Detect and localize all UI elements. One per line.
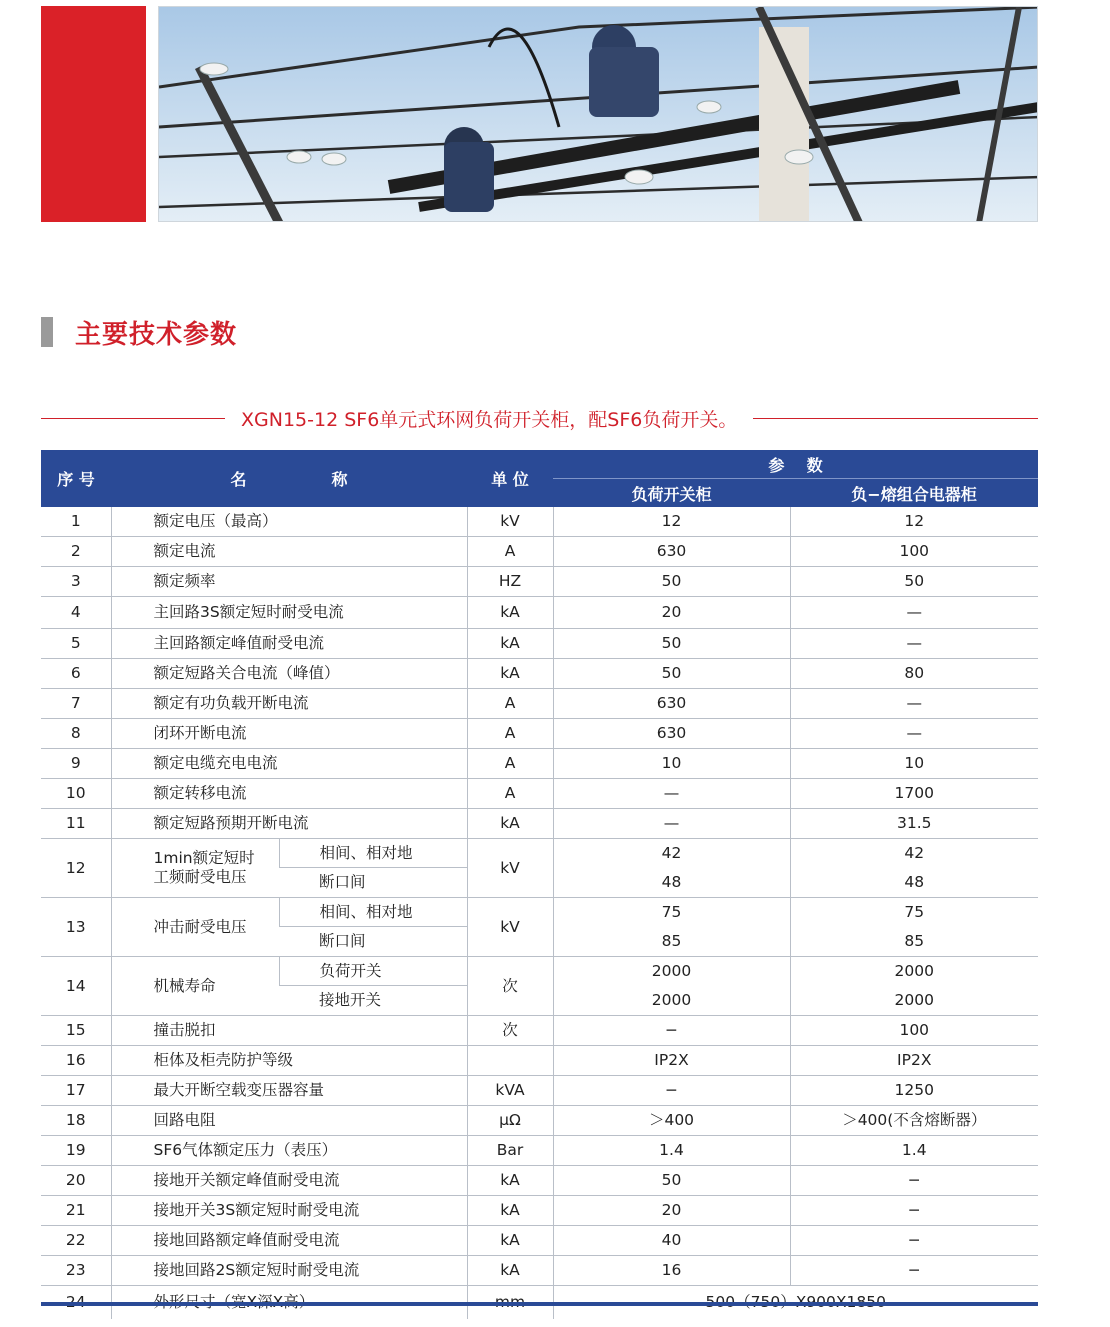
row-value-load-switch: 16	[553, 1256, 790, 1286]
row-value-load-switch: 40	[553, 1226, 790, 1256]
row-value-load-switch: 630	[553, 719, 790, 749]
row-value-fuse-combo: 1700	[790, 779, 1038, 809]
row-no: 20	[41, 1166, 111, 1196]
row-name: 接地开关额定峰值耐受电流	[111, 1166, 467, 1196]
table-row	[41, 839, 1038, 868]
table-row	[41, 507, 1038, 537]
table-row	[41, 1196, 1038, 1226]
row-unit	[467, 1046, 553, 1076]
row-no: 18	[41, 1106, 111, 1136]
row-no: 4	[41, 597, 111, 629]
row-subitem: 接地开关	[279, 986, 467, 1016]
row-value-fuse-combo: 42	[790, 839, 1038, 868]
header-name	[111, 450, 467, 507]
row-name: 最大开断空载变压器容量	[111, 1076, 467, 1106]
row-unit: kA	[467, 1166, 553, 1196]
row-no: 16	[41, 1046, 111, 1076]
row-unit: kV	[467, 898, 553, 957]
row-value-fuse-combo: −	[790, 1256, 1038, 1286]
row-no: 1	[41, 507, 111, 537]
row-value-load-switch: 20	[553, 1196, 790, 1226]
row-value-fuse-combo: −	[790, 1226, 1038, 1256]
table-bottom-bar	[41, 1302, 1038, 1306]
row-value-fuse-combo: 50	[790, 567, 1038, 597]
row-value-load-switch: 50	[553, 659, 790, 689]
row-name: 额定短路预期开断电流	[111, 809, 467, 839]
row-name: 柜体及柜壳防护等级	[111, 1046, 467, 1076]
row-no: 23	[41, 1256, 111, 1286]
row-value-load-switch: 50	[553, 1166, 790, 1196]
row-value-load-switch: 630	[553, 689, 790, 719]
section-heading	[41, 312, 237, 352]
row-value-load-switch: 48	[553, 868, 790, 898]
red-accent-block	[41, 6, 146, 222]
table-caption: XGN15-12 SF6单元式环网负荷开关柜，配SF6负荷开关。	[241, 408, 738, 431]
row-name: 额定频率	[111, 567, 467, 597]
row-name: 额定电流	[111, 537, 467, 567]
table-row	[41, 749, 1038, 779]
row-value-fuse-combo: —	[790, 629, 1038, 659]
row-value-fuse-combo: 80	[790, 659, 1038, 689]
row-value-fuse-combo: —	[790, 597, 1038, 629]
table-row	[41, 537, 1038, 567]
row-name: 额定转移电流	[111, 779, 467, 809]
row-value-load-switch: —	[553, 809, 790, 839]
row-unit: 次	[467, 1016, 553, 1046]
row-no: 11	[41, 809, 111, 839]
row-name: 撞击脱扣	[111, 1016, 467, 1046]
table-row	[41, 957, 1038, 986]
row-subitem: 断口间	[279, 927, 467, 957]
row-unit: kVA	[467, 1076, 553, 1106]
row-value-load-switch: 50	[553, 629, 790, 659]
row-unit: A	[467, 689, 553, 719]
spec-table	[41, 450, 1038, 1319]
header-params: 参 数	[553, 450, 1038, 479]
row-unit: A	[467, 779, 553, 809]
row-no: 13	[41, 898, 111, 957]
lineworker-photo-illustration	[159, 7, 1038, 222]
row-value-load-switch: 50	[553, 567, 790, 597]
row-value-fuse-combo: 48	[790, 868, 1038, 898]
section-marker	[41, 317, 53, 347]
row-value-fuse-combo: 2000	[790, 957, 1038, 986]
header-col2: 负−熔组合电器柜	[790, 479, 1038, 508]
row-name: 额定短路关合电流（峰值）	[111, 659, 467, 689]
row-subitem: 相间、相对地	[279, 839, 467, 868]
row-unit: kA	[467, 809, 553, 839]
row-unit: A	[467, 537, 553, 567]
row-no: 15	[41, 1016, 111, 1046]
row-value-load-switch: 20	[553, 597, 790, 629]
table-row	[41, 629, 1038, 659]
table-row	[41, 597, 1038, 629]
row-value-fuse-combo: —	[790, 689, 1038, 719]
header-unit: 单 位	[467, 450, 553, 507]
row-value-load-switch: 85	[553, 927, 790, 957]
row-name: 回路电阻	[111, 1106, 467, 1136]
row-unit: kV	[467, 507, 553, 537]
row-value-fuse-combo: 31.5	[790, 809, 1038, 839]
row-value-load-switch: 1.4	[553, 1136, 790, 1166]
table-row	[41, 898, 1038, 927]
row-value-fuse-combo: 1250	[790, 1076, 1038, 1106]
row-no: 6	[41, 659, 111, 689]
table-row	[41, 719, 1038, 749]
caption-rule-right	[753, 418, 1038, 419]
row-value-load-switch: −	[553, 1016, 790, 1046]
row-no: 19	[41, 1136, 111, 1166]
row-name: 机械寿命	[111, 957, 279, 1016]
table-row	[41, 779, 1038, 809]
row-value-fuse-combo: 2000	[790, 986, 1038, 1016]
header-no: 序 号	[41, 450, 111, 507]
row-no: 5	[41, 629, 111, 659]
row-unit: A	[467, 749, 553, 779]
table-row	[41, 1016, 1038, 1046]
row-no: 22	[41, 1226, 111, 1256]
row-name: 接地回路2S额定短时耐受电流	[111, 1256, 467, 1286]
table-row	[41, 1256, 1038, 1286]
row-value-fuse-combo: −	[790, 1166, 1038, 1196]
row-value-load-switch: 75	[553, 898, 790, 927]
table-row	[41, 659, 1038, 689]
row-no: 17	[41, 1076, 111, 1106]
header-col1: 负荷开关柜	[553, 479, 790, 508]
row-unit: 次	[467, 957, 553, 1016]
row-name: 冲击耐受电压	[111, 898, 279, 957]
header-photo	[158, 6, 1038, 222]
row-value-fuse-combo: 1.4	[790, 1136, 1038, 1166]
row-value-fuse-combo: 100	[790, 537, 1038, 567]
row-value-load-switch: 12	[553, 507, 790, 537]
row-no: 9	[41, 749, 111, 779]
row-no: 10	[41, 779, 111, 809]
row-value-fuse-combo: 10	[790, 749, 1038, 779]
caption-rule-left	[41, 418, 225, 419]
row-value-load-switch: 42	[553, 839, 790, 868]
row-value-fuse-combo: 75	[790, 898, 1038, 927]
row-name: 主回路3S额定短时耐受电流	[111, 597, 467, 629]
row-value-fuse-combo: IP2X	[790, 1046, 1038, 1076]
table-row	[41, 567, 1038, 597]
row-unit: kV	[467, 839, 553, 898]
row-value-load-switch: 630	[553, 537, 790, 567]
row-unit: A	[467, 719, 553, 749]
row-subitem: 相间、相对地	[279, 898, 467, 927]
row-value-fuse-combo: ＞400(不含熔断器）	[790, 1106, 1038, 1136]
row-value-load-switch: 2000	[553, 986, 790, 1016]
row-name: SF6气体额定压力（表压）	[111, 1136, 467, 1166]
row-unit: kA	[467, 597, 553, 629]
row-no: 12	[41, 839, 111, 898]
row-name: 额定电压（最高）	[111, 507, 467, 537]
row-unit: kA	[467, 1196, 553, 1226]
table-row	[41, 809, 1038, 839]
row-unit: kA	[467, 1256, 553, 1286]
row-unit: Bar	[467, 1136, 553, 1166]
row-no: 7	[41, 689, 111, 719]
row-no: 2	[41, 537, 111, 567]
row-unit: kA	[467, 1226, 553, 1256]
row-value-load-switch: —	[553, 779, 790, 809]
row-value-load-switch: ＞400	[553, 1106, 790, 1136]
row-name: 接地回路额定峰值耐受电流	[111, 1226, 467, 1256]
row-name: 闭环开断电流	[111, 719, 467, 749]
row-value-fuse-combo: 85	[790, 927, 1038, 957]
row-subitem: 负荷开关	[279, 957, 467, 986]
row-unit: kA	[467, 659, 553, 689]
row-no: 14	[41, 957, 111, 1016]
table-row	[41, 1076, 1038, 1106]
row-name: 额定有功负载开断电流	[111, 689, 467, 719]
row-subitem: 断口间	[279, 868, 467, 898]
header-name-b: 称	[331, 470, 348, 489]
row-value-fuse-combo: 12	[790, 507, 1038, 537]
row-unit: HZ	[467, 567, 553, 597]
row-name: 接地开关3S额定短时耐受电流	[111, 1196, 467, 1226]
row-value-load-switch: 2000	[553, 957, 790, 986]
table-row	[41, 1046, 1038, 1076]
row-value-load-switch: 10	[553, 749, 790, 779]
row-name: 额定电缆充电电流	[111, 749, 467, 779]
row-value-fuse-combo: 100	[790, 1016, 1038, 1046]
row-name: 主回路额定峰值耐受电流	[111, 629, 467, 659]
table-row	[41, 1106, 1038, 1136]
table-row	[41, 1136, 1038, 1166]
header-name-a: 名	[230, 470, 247, 489]
row-no: 21	[41, 1196, 111, 1226]
row-name: 1min额定短时 工频耐受电压	[111, 839, 279, 898]
table-row	[41, 1226, 1038, 1256]
row-no: 8	[41, 719, 111, 749]
row-value-fuse-combo: −	[790, 1196, 1038, 1226]
row-unit: kA	[467, 629, 553, 659]
section-title: 主要技术参数	[75, 319, 238, 350]
table-row	[41, 689, 1038, 719]
row-value-load-switch: IP2X	[553, 1046, 790, 1076]
row-no: 3	[41, 567, 111, 597]
row-value-fuse-combo: —	[790, 719, 1038, 749]
row-unit: μΩ	[467, 1106, 553, 1136]
table-caption-row	[41, 404, 1038, 432]
row-value-load-switch: −	[553, 1076, 790, 1106]
table-row	[41, 1166, 1038, 1196]
